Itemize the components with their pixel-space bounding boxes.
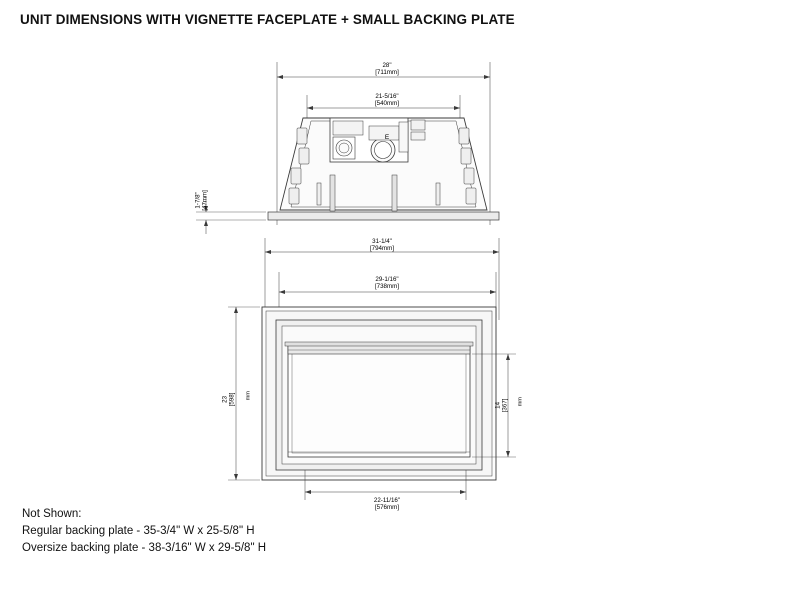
dim-front-height: 23 [598] [221, 392, 236, 407]
dim-front-bottom-width: 22-11/16" [576mm] [373, 497, 401, 512]
dim-front-height-unit: mm [245, 391, 252, 401]
page-title: UNIT DIMENSIONS WITH VIGNETTE FACEPLATE + SMALL BACKING PLATE [20, 12, 515, 27]
port-label-e: E [384, 134, 390, 141]
dim-top-overall: 28" [711mm] [375, 62, 399, 77]
notes-block [22, 506, 266, 557]
notes-line-1: Regular backing plate - 35-3/4" W x 25-5/8" H [22, 525, 255, 537]
dim-front-opening-height: 14 [367] [494, 398, 509, 413]
notes-heading: Not Shown: [22, 508, 82, 520]
dim-top-inner: 21-5/16" [540mm] [374, 93, 400, 108]
notes-line-2: Oversize backing plate - 38-3/16" W x 29-5/8" H [22, 542, 267, 554]
dim-front-opening-height-unit: mm [517, 397, 524, 407]
dim-top-depth: 1-7/8" [47mm] [194, 190, 209, 211]
dim-front-overall-width: 31-1/4" [794mm] [369, 238, 395, 253]
dim-front-inner-width: 29-1/16" [738mm] [374, 276, 400, 291]
